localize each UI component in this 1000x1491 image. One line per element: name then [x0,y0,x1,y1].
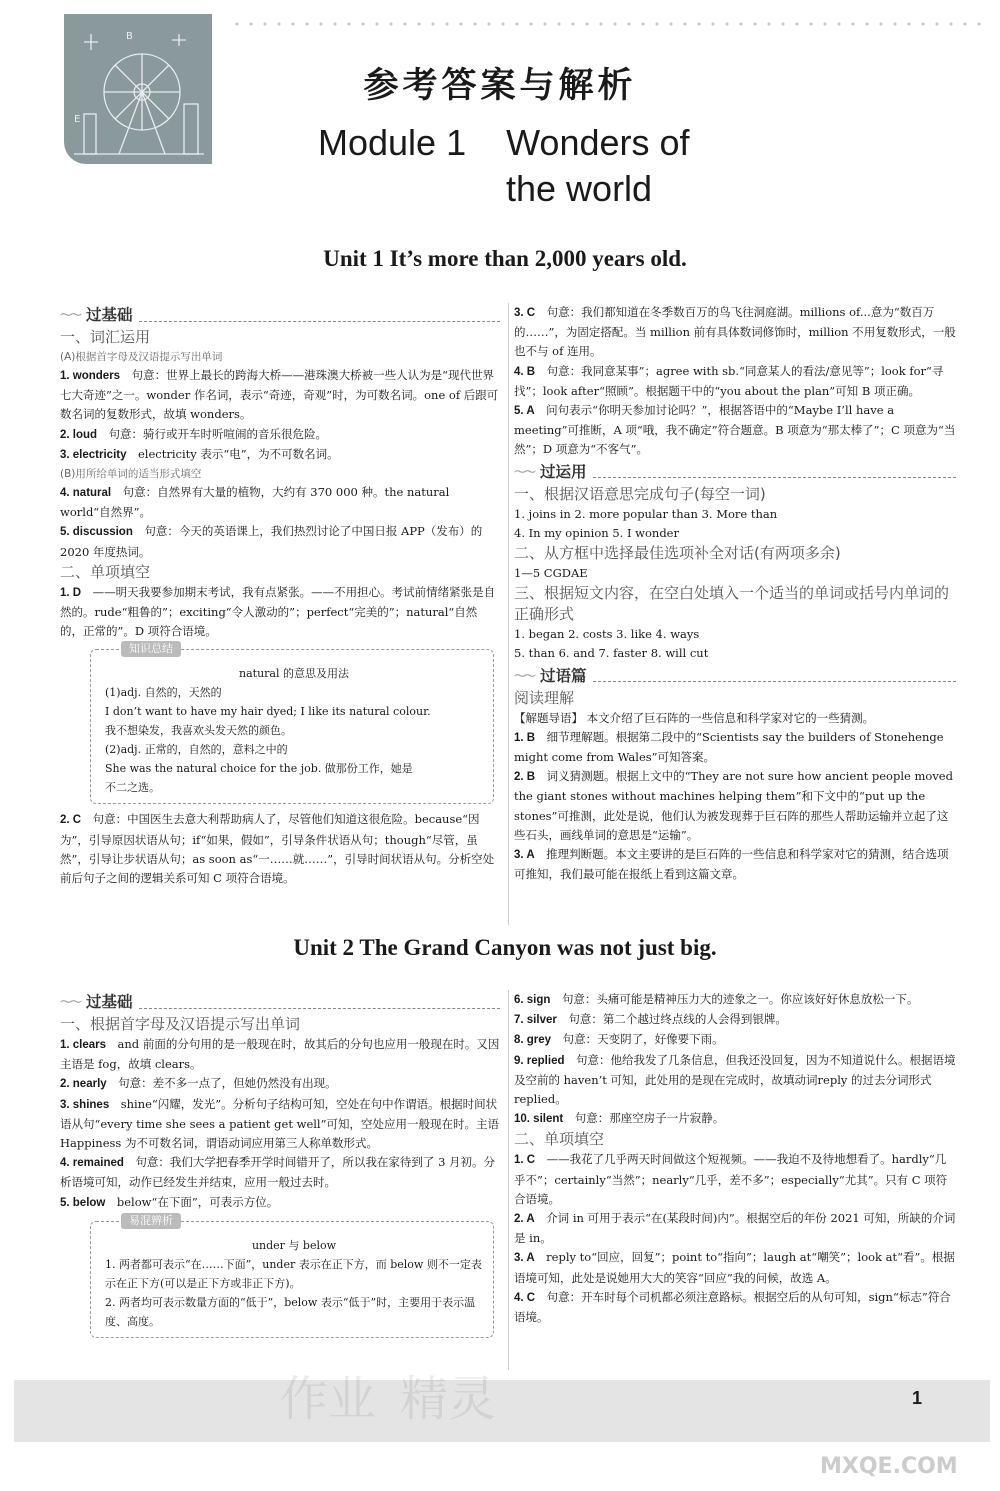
answer-item [60,1074,500,1094]
answer-number: 7. silver [514,1014,557,1027]
instruction-label: (B)用所给单词的适当形式填空 [60,468,202,481]
page-footer-band [14,1380,990,1442]
answer-number: 4. natural [60,487,112,500]
answer-explanation: 句意：今天的英语课上，我们热烈讨论了中国日报 APP（发布）的 2020 年度热词。 [60,524,483,559]
module-title-line1: Module 1 Wonders of [318,122,690,163]
swoosh-icon: 〜〜 [514,465,535,480]
swoosh-icon: 〜〜 [514,669,535,684]
note-box-heading: under 与 below [251,1238,337,1252]
column-divider [508,990,509,1370]
subsection-heading: 二、单项填空 [514,1130,605,1149]
answer-item [60,1095,500,1154]
answer-number: 3. A [514,1252,535,1265]
answer-item [60,1153,500,1192]
answer-explanation: electricity 表示“电”，为不可数名词。 [137,446,339,461]
dashed-rule [139,998,500,1009]
instruction-label: (A)根据首字母及汉语提示写出单词 [60,351,223,363]
answer-item [60,1193,500,1213]
answer-number: 3. electricity [60,448,127,461]
answer-explanation: 句意：中国医生去意大利帮助病人了，尽管他们知道这很危险。because“因为”，引导原因状语从句；if“如果，假如”，引导条件状语从句；though“尽管，虽然”，引导让步状语从句；as soon as“一……就……”，引导时间状语从句。分析空处前后句子之间的逻辑关系可知 C 项符合语境。 [60,812,495,886]
answer-explanation: 句意：那座空房子一片寂静。 [574,1111,725,1126]
column-divider [508,303,509,925]
answer-item [60,522,500,561]
section-heading [514,462,956,484]
section-heading [514,666,956,688]
answer-item [514,1109,956,1129]
answer-item [514,1051,956,1110]
subsection-heading: 一、根据汉语意思完成句子(每空一词) [514,484,766,503]
note-box-heading: natural 的意思及用法 [239,667,349,681]
note-box-line: 2. 两者均可表示数量方面的“低于”，below 表示“低于”时，主要用于表示温度、高度。 [105,1295,476,1328]
answer-item [514,303,956,362]
answer-explanation: ——我花了几乎两天时间做这个短视频。——我迫不及待地想看了。hardly“几乎不”；certainly“当然”；nearly“几乎，差不多”；especially“尤其”。只有 C 项符合语境。 [514,1152,948,1206]
svg-text:E: E [74,114,81,125]
watermark: 精灵 [400,1371,497,1427]
section-heading [60,305,500,327]
subsection-heading: 一、根据首字母及汉语提示写出单词 [60,1015,301,1033]
dashed-rule [593,467,956,478]
unit2-title: Unit 2 The Grand Canyon was not just big. [293,935,717,960]
note-box-line: She was the natural choice for the job. 做那份工作，她是 [105,762,413,776]
swoosh-icon: 〜〜 [60,308,81,323]
answer-explanation: 介词 in 可用于表示“在(某段时间)内”。根据空后的年份 2021 可知，所缺的介词是 in。 [514,1211,956,1246]
answer-item [60,445,500,465]
note-box-tag: 易混辨析 [121,1213,181,1229]
answer-number: 4. B [514,365,536,378]
unit1-title: Unit 1 It’s more than 2,000 years old. [323,246,687,271]
answer-item [514,1030,956,1050]
answer-explanation: 句意：我们都知道在冬季数百万的鸟飞往洞庭湖。millions of...意为“数百万的……”，为固定搭配。当 million 前有具体数词修饰时，million 不用复数形式，一般也不与 of 连用。 [514,305,956,359]
answer-number: 2. loud [60,428,98,441]
answer-number: 2. C [60,814,82,827]
answer-line: 5. than 6. and 7. faster 8. will cut [514,646,709,661]
answer-number: 5. discussion [60,526,133,539]
answer-item [60,425,500,445]
section-heading-text: 过基础 [86,993,133,1012]
note-box-line: (1)adj. 自然的，天然的 [105,686,222,700]
answer-item [514,767,956,845]
answer-number: 2. nearly [60,1078,107,1091]
answer-item [60,810,500,888]
answer-item [60,583,500,642]
dashed-rule [139,311,500,322]
note-box-line: 不二之选。 [105,781,160,795]
header-dot-rule [230,22,985,26]
module-title-line2: the world [506,168,653,209]
note-box-line: 1. 两者都可表示“在……下面”，under 表示在正下方，而 below 则不一定表示在正下方(可以是正下方或非正下方)。 [105,1257,482,1290]
answer-number: 1. D [60,586,82,599]
subsection-heading: 二、单项填空 [60,562,151,581]
unit2-left-column [60,990,500,1344]
answer-number: 8. grey [514,1034,552,1047]
answer-item [514,362,956,401]
answer-explanation: 句意：世界上最长的跨海大桥——港珠澳大桥被一些人认为是“现代世界七大奇迹”之一。wonder 作名词，表示“奇迹，奇观”时，为可数名词。one of 后跟可数名词的复数形式，故填 wonders。 [60,368,499,422]
subsection-heading: 二、从方框中选择最佳选项补全对话(有两项多余) [514,544,841,563]
section-heading-text: 过运用 [540,463,587,482]
answer-line: 【解题导语】 本文介绍了巨石阵的一些信息和科学家对它的一些猜测。 [514,710,875,725]
answer-explanation: 句意：头痛可能是精神压力大的迹象之一。你应该好好休息放松一下。 [561,992,919,1006]
answer-explanation: and 前面的分句用的是一般现在时，故其后的分句也应用一般现在时。又因主语是 fog，故填 clears。 [60,1037,500,1072]
answer-explanation: 句意：天变阴了，好像要下雨。 [562,1032,724,1047]
answer-explanation: 推理判断题。本文主要讲的是巨石阵的一些信息和科学家对它的猜测，结合选项可推知，我们最可能在报纸上看到这篇文章。 [514,847,949,882]
answer-number: 6. sign [514,994,551,1006]
answer-number: 1. clears [60,1039,107,1051]
answer-number: 10. silent [514,1113,564,1126]
subsection-heading: 阅读理解 [514,688,575,707]
section-heading-text: 过基础 [86,306,133,325]
answer-explanation: 句意：第二个越过终点线的人会得到银牌。 [568,1012,787,1027]
answer-item [514,1150,956,1209]
answer-item [514,401,956,460]
answer-number: 2. B [514,771,536,784]
site-watermark: MXQE.COM [820,1454,958,1479]
note-box-tag: 知识总结 [121,641,181,657]
answer-line: 1. began 2. costs 3. like 4. ways [514,627,700,642]
answer-item [514,1010,956,1030]
page-number: 1 [912,1388,923,1408]
answer-number: 4. C [514,1291,536,1304]
answer-number: 4. remained [60,1157,124,1170]
answer-number: 3. A [514,849,535,862]
answer-explanation: 句意：自然界有大量的植物，大约有 370 000 种。the natural world“自然界”。 [60,485,450,520]
answer-item [514,728,956,767]
watermark: 作业 [280,1371,377,1427]
answer-item [514,1248,956,1287]
answer-explanation: 细节理解题。根据第二段中的“Scientists say the builders of Stonehenge might come from Wales”可知答案。 [514,729,944,765]
answer-item [514,990,956,1010]
dashed-rule [593,671,956,682]
answer-item [514,845,956,884]
answer-number: 9. replied [514,1054,565,1067]
answer-item [60,366,500,425]
answer-explanation: reply to“回应，回复”；point to“指向”；laugh at“嘲笑”；look at“看”。根据语境可知，此处是说她用大大的笑容“回应”我的问候，故选 A。 [514,1250,955,1285]
unit1-left-column [60,303,500,888]
note-box-line: I don’t want to have my hair dyed; I like its natural colour. [105,705,431,719]
note-box [90,1213,494,1338]
answer-explanation: 句意：他给我发了几条信息，但我还没回复，因为不知道说什么。根据语境及空前的 haven’t 可知，此处用的是现在完成时，故填动词reply 的过去分词形式 replied。 [514,1052,956,1107]
subsection-heading: 一、词汇运用 [60,328,151,346]
answer-explanation: 句意：差不多一点了，但她仍然没有出现。 [118,1076,337,1091]
answer-explanation: 词义猜测题。根据上文中的“They are not sure how ancient people moved the giant stones without machines helping them”和下文中的“put up the stones”可推测，此处是说，他们认为被发现葬于巨石阵的那些人帮助运输并立起了这些石头，画线单词的意思是“运输”。 [514,769,953,842]
answer-number: 1. wonders [60,370,121,382]
answer-explanation: shine“闪耀，发光”。分析句子结构可知，空处在句中作谓语。根据时间状语从句“every time she sees a patient get well”可知，空处应用一般现在时。主语 Happiness 为不可数名词，谓语动词应用第三人称单数形式。 [60,1096,499,1151]
answer-number: 1. B [514,731,536,744]
answer-number: 3. C [514,307,536,319]
note-box-line: 我不想染发，我喜欢头发天然的颜色。 [105,724,292,738]
answer-number: 3. shines [60,1098,110,1111]
unit2-right-column [514,990,956,1327]
section-heading-text: 过语篇 [540,667,587,686]
answer-line: 4. In my opinion 5. I wonder [514,525,679,540]
answer-number: 2. A [514,1213,535,1226]
answer-explanation: below“在下面”，可表示方位。 [116,1194,279,1209]
page-title: 参考答案与解析 [363,66,637,106]
answer-explanation: ——明天我要参加期末考试，我有点紧张。——不用担心。考试前情绪紧张是自然的。rude“粗鲁的”；exciting“令人激动的”；perfect“完美的”；natural“自然的，正常的”。D 项符合语境。 [60,584,496,639]
answer-number: 5. A [514,405,535,418]
answer-number: 5. below [60,1196,106,1209]
section-heading [60,992,500,1014]
answer-item [60,483,500,522]
answer-item [514,1209,956,1248]
answer-item [60,1035,500,1074]
svg-text:B: B [126,31,133,42]
answer-explanation: 句意：我们大学把春季开学时间错开了，所以我在家待到了 3 月初。分析语境可知，动作已经发生并结束，应用一般过去时。 [60,1155,496,1190]
note-box [90,642,494,804]
unit1-right-column [514,303,956,884]
answer-explanation: 句意：骑行或开车时听喧闹的音乐很危险。 [108,426,328,441]
answer-explanation: 句意：开车时每个司机都必须注意路标。根据空后的从句可知，sign“标志”符合语境。 [514,1289,951,1325]
answer-number: 1. C [514,1154,536,1167]
answer-line: 1. joins in 2. more popular than 3. More than [514,506,778,521]
subsection-heading: 三、根据短文内容，在空白处填入一个适当的单词或括号内单词的正确形式 [514,584,950,624]
answer-line: 1—5 CGDAE [514,566,588,581]
swoosh-icon: 〜〜 [60,995,81,1010]
note-box-line: (2)adj. 正常的，自然的，意料之中的 [105,743,288,757]
module-title [318,120,838,212]
answer-explanation: 问句表示“你明天参加讨论吗？”，根据答语中的“Maybe I’ll have a meeting”可推断，A 项“哦，我不确定”符合题意。B 项意为“那太棒了”；C 项意为“当然”；D 项意为“不客气”。 [514,403,956,457]
answer-explanation: 句意：我同意某事”；agree with sb.“同意某人的看法/意见等”；look for“寻找”；look after“照顾”。根据题干中的“you about the plan”可知 B 项正确。 [514,363,944,398]
answer-item [514,1288,956,1327]
